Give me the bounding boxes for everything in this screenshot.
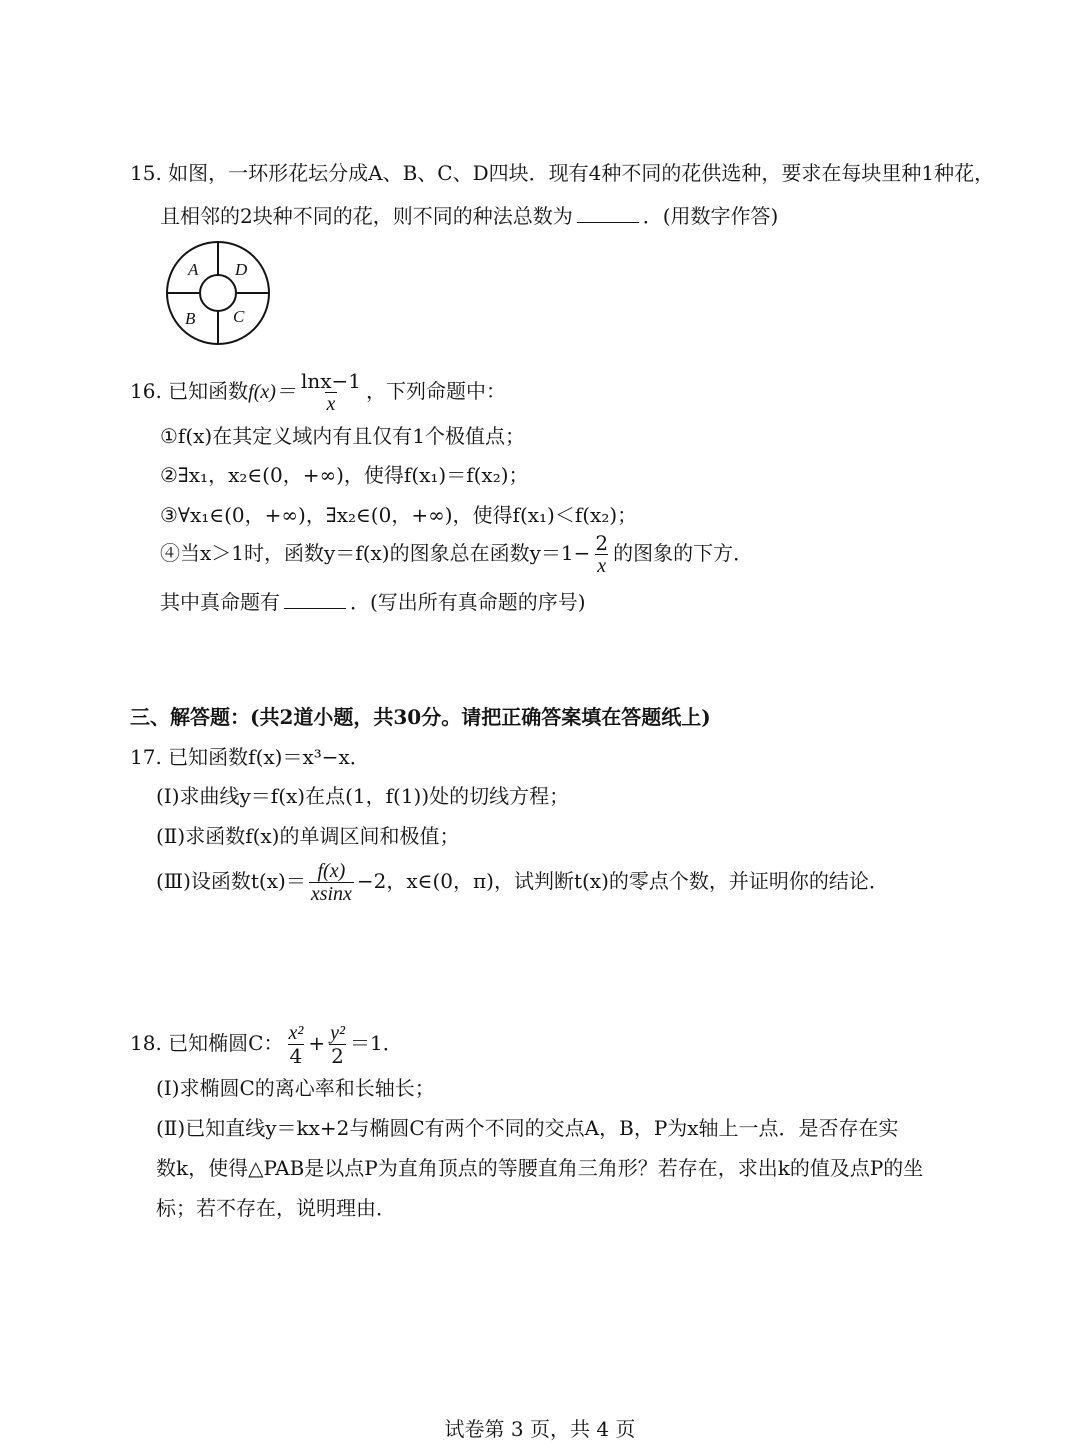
q17-fraction: $\frac{f(x)}{xsinx}$ xyxy=(310,860,352,905)
q17-part3: (Ⅲ)设函数t(x)＝ $\frac{f(x)}{xsinx}$ −2，x∈(0，π)，试判断t(x)的零点个数，并证明你的结论． xyxy=(156,860,889,905)
ring-diagram xyxy=(163,238,273,348)
answer-blank xyxy=(284,586,346,609)
q16-prop4-fraction: $\frac{2}{x}$ xyxy=(595,531,609,577)
ring-label-a: A xyxy=(188,260,199,279)
q18-part1: (Ⅰ)求椭圆C的离心率和长轴长； xyxy=(156,1076,435,1100)
q18-fraction-y: $\frac{\text{y²}}{2}$ xyxy=(330,1022,345,1068)
q17-part2: (Ⅱ)求函数f(x)的单调区间和极值； xyxy=(156,824,460,848)
answer-blank xyxy=(577,200,639,223)
q15-line1: 15. 如图，一环形花坛分成A、B、C、D四块．现有4种不同的花供选种，要求在每块里种1种花， xyxy=(130,161,995,185)
ring-label-b: B xyxy=(185,309,196,328)
q16-prop3: ③∀x₁∈(0，+∞)，∃x₂∈(0，+∞)，使得f(x₁)＜f(x₂)； xyxy=(160,503,638,527)
q17-stem: 17. 已知函数f(x)＝x³−x． xyxy=(130,745,370,769)
ring-label-d: D xyxy=(235,260,248,279)
q18-part2-line2: 数k，使得△PAB是以点P为直角顶点的等腰直角三角形？若存在，求出k的值及点P的坐 xyxy=(156,1156,924,1180)
q18-fraction-x: $\frac{\text{x²}}{4}$ xyxy=(288,1022,304,1068)
section-heading: 三、解答题：(共2道小题，共30分。请把正确答案填在答题纸上) xyxy=(130,705,711,729)
q16-prop2: ②∃x₁，x₂∈(0，+∞)，使得f(x₁)＝f(x₂)； xyxy=(160,463,529,487)
q16-prop1: ①f(x)在其定义域内有且仅有1个极值点； xyxy=(160,424,525,448)
q18-part2-line3: 标；若不存在，说明理由． xyxy=(156,1196,396,1220)
q17-part1: (Ⅰ)求曲线y＝f(x)在点(1，f(1))处的切线方程； xyxy=(156,784,570,808)
q16-prop4: ④当x＞1时，函数y＝f(x)的图象总在函数y＝1− $\frac{2}{x}$ 的图象的下方． xyxy=(160,531,754,577)
q16-fraction: $\frac{\ln x-1}{x}$ xyxy=(300,369,361,415)
q16-ask: 其中真命题有 ．(写出所有真命题的序号) xyxy=(160,586,586,615)
q18-stem: 18. 已知椭圆C： $\frac{\text{x²}}{4}$ + $\frac{\text{y²}}{2}$ ＝1． xyxy=(130,1022,403,1068)
q15-line2: 且相邻的2块种不同的花，则不同的种法总数为 ．(用数字作答) xyxy=(160,200,778,229)
q16-stem: 16. 已知函数f(x)＝ $\frac{\ln x-1}{x}$ ，下列命题中： xyxy=(130,369,506,415)
q18-part2-line1: (Ⅱ)已知直线y＝kx+2与椭圆C有两个不同的交点A，B，P为x轴上一点．是否存在实 xyxy=(156,1116,899,1140)
page-footer: 试卷第 3 页，共 4 页 xyxy=(444,1417,636,1441)
ring-label-c: C xyxy=(233,307,245,326)
